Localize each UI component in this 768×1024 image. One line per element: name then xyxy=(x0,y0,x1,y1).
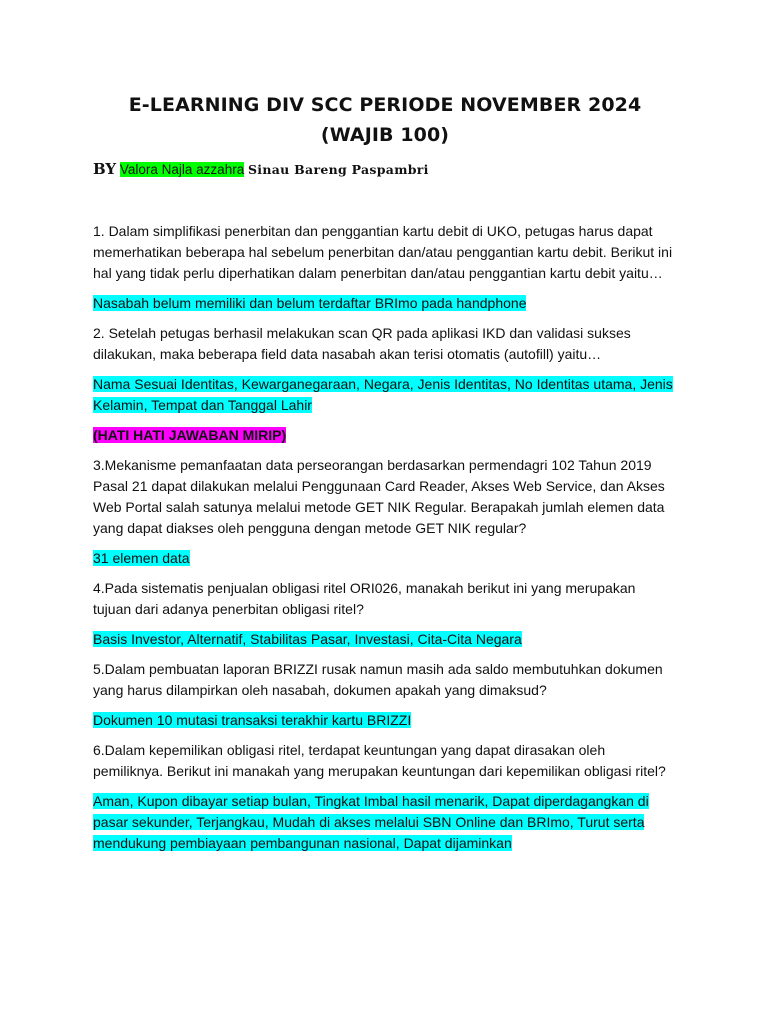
answer-5 xyxy=(93,710,677,731)
title-line-1: E-LEARNING DIV SCC PERIODE NOVEMBER 2024 xyxy=(128,94,642,116)
question-3: 3.Mekanisme pemanfaatan data perseorangan berdasarkan permendagri 102 Tahun 2019 Pasal 21 dapat dilakukan melalui Penggunaan Card Reader, Akses Web Service, dan Akses Web Portal salah satunya melalui metode GET NIK Regular. Berapakah jumlah elemen data yang dapat diakses oleh pengguna dengan metode GET NIK regular? xyxy=(93,457,665,536)
question-1: 1. Dalam simplifikasi penerbitan dan penggantian kartu debit di UKO, petugas harus dapat memerhatikan beberapa hal sebelum penerbitan dan/atau penggantian kartu debit. Berikut ini hal yang tidak perlu diperhatikan dalam penerbitan dan/atau penggantian kartu debit yaitu… xyxy=(93,223,673,281)
byline-prefix: BY xyxy=(93,160,117,178)
question-6: 6.Dalam kepemilikan obligasi ritel, terdapat keuntungan yang dapat dirasakan oleh pemiliknya. Berikut ini manakah yang merupakan keuntungan dari kepemilikan obligasi ritel? xyxy=(93,742,666,779)
answer-6 xyxy=(93,791,677,854)
question-2: 2. Setelah petugas berhasil melakukan scan QR pada aplikasi IKD dan validasi sukses dilakukan, maka beberapa field data nasabah akan terisi otomatis (autofill) yaitu… xyxy=(93,325,631,362)
warning-note xyxy=(93,425,677,446)
answer-3 xyxy=(93,548,677,569)
question-list xyxy=(93,221,677,854)
byline-author: Valora Najla azzahra xyxy=(119,162,245,177)
answer-5-highlight: Dokumen 10 mutasi transaksi terakhir kartu BRIZZI xyxy=(93,712,412,728)
byline xyxy=(93,160,677,179)
question-5: 5.Dalam pembuatan laporan BRIZZI rusak namun masih ada saldo membutuhkan dokumen yang harus dilampirkan oleh nasabah, dokumen apakah yang dimaksud? xyxy=(93,661,663,698)
answer-6-highlight: Aman, Kupon dibayar setiap bulan, Tingkat Imbal hasil menarik, Dapat diperdagangkan di pasar sekunder, Terjangkau, Mudah di akses melalui SBN Online dan BRImo, Turut serta mendukung pembiayaan pembangunan nasional, Dapat dijaminkan xyxy=(93,793,649,851)
warning-note-highlight: (HATI HATI JAWABAN MIRIP) xyxy=(93,427,287,443)
answer-1-highlight: Nasabah belum memiliki dan belum terdaftar BRImo pada handphone xyxy=(93,295,527,311)
answer-3-highlight: 31 elemen data xyxy=(93,550,190,566)
question-4: 4.Pada sistematis penjualan obligasi ritel ORI026, manakah berikut ini yang merupakan tujuan dari adanya penerbitan obligasi ritel? xyxy=(93,580,636,617)
answer-4-highlight: Basis Investor, Alternatif, Stabilitas Pasar, Investasi, Cita-Cita Negara xyxy=(93,631,522,647)
answer-2 xyxy=(93,374,677,416)
answer-2-highlight: Nama Sesuai Identitas, Kewarganegaraan, Negara, Jenis Identitas, No Identitas utama, Jenis Kelamin, Tempat dan Tanggal Lahir xyxy=(93,376,673,413)
byline-suffix: Sinau Bareng Paspambri xyxy=(247,162,429,177)
document-title xyxy=(93,90,677,150)
document-page xyxy=(93,90,677,863)
answer-1 xyxy=(93,293,677,314)
answer-4 xyxy=(93,629,677,650)
title-line-2: (WAJIB 100) xyxy=(320,124,450,146)
